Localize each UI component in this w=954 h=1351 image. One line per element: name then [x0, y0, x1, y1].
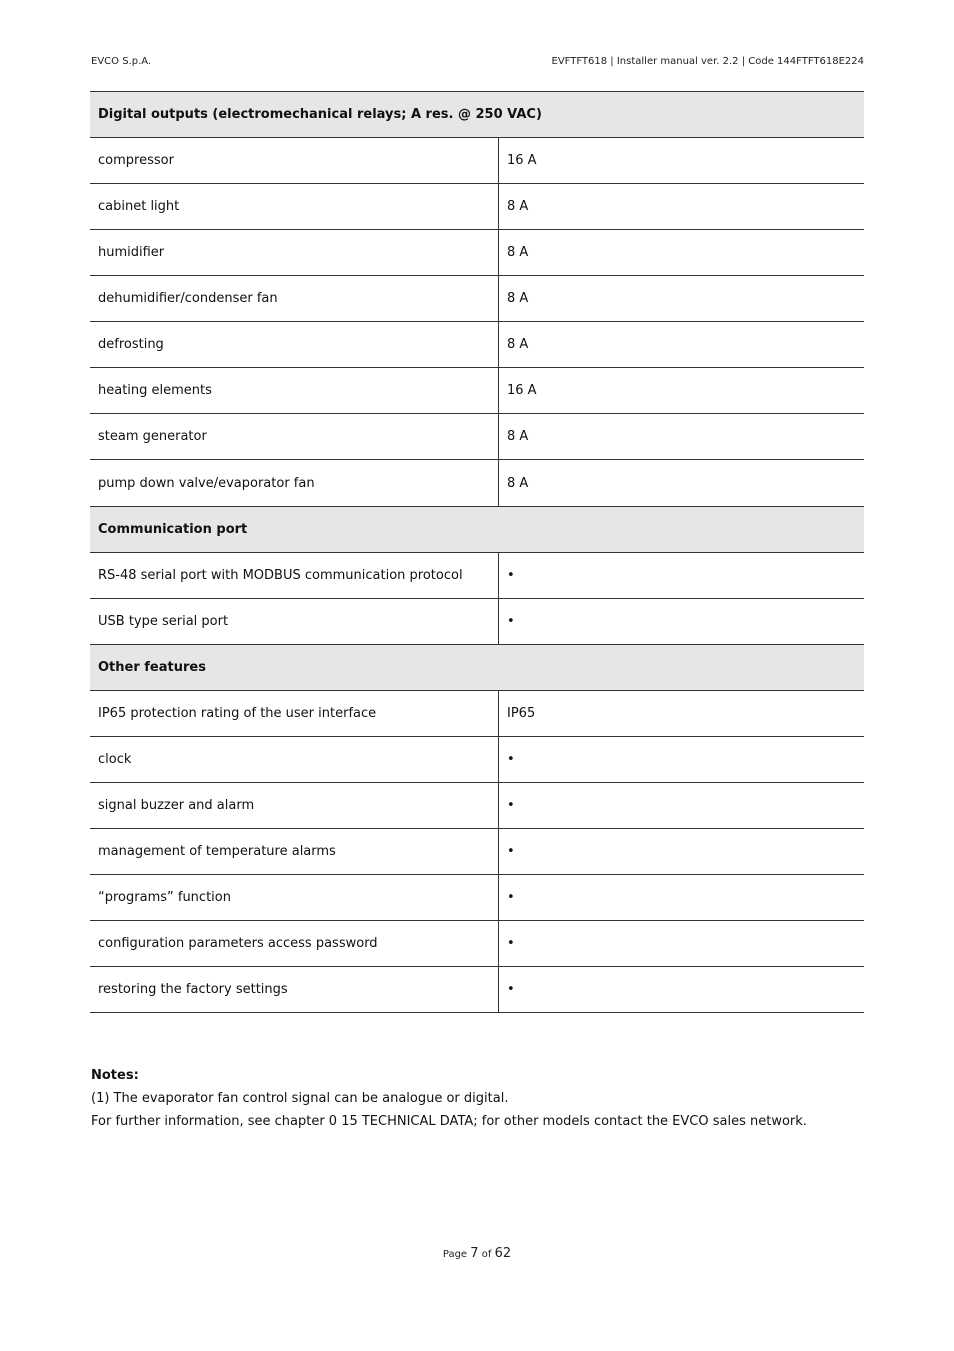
page-word: Page — [442, 1249, 468, 1260]
row-value: • — [499, 875, 865, 921]
row-label: configuration parameters access password — [90, 921, 499, 967]
of-word: of — [481, 1249, 492, 1260]
note-line: (1) The evaporator fan control signal can be analogue or digital. — [91, 1091, 509, 1106]
table-row — [90, 783, 864, 829]
row-label: management of temperature alarms — [90, 829, 499, 875]
row-label: steam generator — [90, 414, 499, 460]
row-label: humidifier — [90, 230, 499, 276]
table-row — [90, 691, 864, 737]
table-row — [90, 184, 864, 230]
row-value: • — [499, 829, 865, 875]
row-value: • — [499, 599, 865, 645]
table-row — [90, 829, 864, 875]
row-label: cabinet light — [90, 184, 499, 230]
section-title: Other features — [90, 645, 864, 691]
page-number: 7 — [470, 1246, 479, 1261]
section-header-other-features — [90, 645, 864, 691]
row-label: RS-48 serial port with MODBUS communication protocol — [90, 553, 499, 599]
section-title: Digital outputs (electromechanical relays; A res. @ 250 VAC) — [90, 92, 864, 138]
row-value: 8 A — [499, 460, 865, 507]
table-row — [90, 322, 864, 368]
page-total: 62 — [494, 1246, 512, 1261]
row-label: compressor — [90, 138, 499, 184]
technical-data-table — [90, 91, 864, 1013]
table-row — [90, 368, 864, 414]
row-value: • — [499, 737, 865, 783]
row-value: 8 A — [499, 276, 865, 322]
table-row — [90, 875, 864, 921]
row-label: heating elements — [90, 368, 499, 414]
section-header-digital-outputs — [90, 92, 864, 138]
notes-title: Notes: — [91, 1068, 139, 1083]
table-row — [90, 553, 864, 599]
row-label: “programs” function — [90, 875, 499, 921]
row-label: USB type serial port — [90, 599, 499, 645]
table-row — [90, 599, 864, 645]
section-header-communication-port — [90, 507, 864, 553]
row-value: • — [499, 921, 865, 967]
header-company: EVCO S.p.A. — [91, 56, 152, 67]
table-row — [90, 737, 864, 783]
table-row — [90, 921, 864, 967]
row-value: IP65 — [499, 691, 865, 737]
note-line: For further information, see chapter 0 15 TECHNICAL DATA; for other models contact the EVCO sales network. — [91, 1114, 807, 1129]
row-label: dehumidifier/condenser fan — [90, 276, 499, 322]
table-row — [90, 230, 864, 276]
row-value: 8 A — [499, 230, 865, 276]
page-footer — [0, 1246, 954, 1261]
row-label: restoring the factory settings — [90, 967, 499, 1013]
table-row — [90, 460, 864, 507]
row-value: 16 A — [499, 368, 865, 414]
row-value: • — [499, 967, 865, 1013]
notes-block — [91, 1064, 807, 1133]
row-value: 8 A — [499, 184, 865, 230]
row-label: pump down valve/evaporator fan — [90, 460, 499, 507]
row-label: defrosting — [90, 322, 499, 368]
row-value: • — [499, 783, 865, 829]
row-value: • — [499, 553, 865, 599]
row-value: 8 A — [499, 414, 865, 460]
section-title: Communication port — [90, 507, 864, 553]
row-label: clock — [90, 737, 499, 783]
table-row — [90, 138, 864, 184]
row-label: signal buzzer and alarm — [90, 783, 499, 829]
table-row — [90, 414, 864, 460]
table-row — [90, 967, 864, 1013]
row-value: 16 A — [499, 138, 865, 184]
row-label: IP65 protection rating of the user interface — [90, 691, 499, 737]
row-value: 8 A — [499, 322, 865, 368]
header-document-info: EVFTFT618 | Installer manual ver. 2.2 | Code 144FTFT618E224 — [551, 56, 864, 67]
table-row — [90, 276, 864, 322]
